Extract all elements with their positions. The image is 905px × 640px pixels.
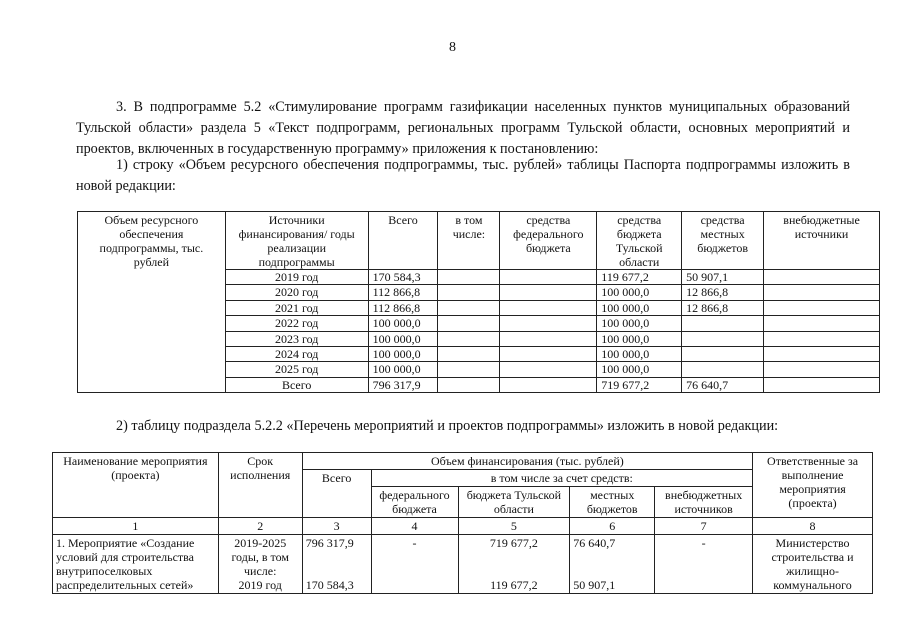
header-including: в том числе за счет средств: [371,470,753,487]
including-cell [438,316,500,331]
total-2019: 170 584,3 [305,578,354,592]
activity-name-cell: 1. Мероприятие «Создание условий для строительства внутрипоселковых распределительных сетей» [53,535,219,594]
regional-cell: 100 000,0 [597,316,682,331]
extrabudget-cell: - [655,535,753,594]
item-3-2-paragraph: 2) таблицу подраздела 5.2.2 «Перечень мероприятий и проектов подпрограммы» изложить в новой редакции: [116,418,779,434]
column-number: 5 [458,518,570,535]
regional-cell [458,535,570,594]
regional-all-years: 719 677,2 [489,536,538,550]
resource-table-header [78,212,880,270]
term-range: 2019-2025 годы, в том числе: [231,536,289,578]
total-cell: 170 584,3 [368,270,438,285]
header-federal: федерального бюджета [371,487,458,518]
column-number: 3 [302,518,371,535]
local-all-years: 76 640,7 [573,536,616,550]
local-cell [682,362,764,377]
regional-cell: 100 000,0 [597,331,682,346]
total-cell: 112 866,8 [368,300,438,315]
year-cell: 2022 год [225,316,368,331]
total-cell: 100 000,0 [368,362,438,377]
extrabudget-cell [764,270,880,285]
federal-cell [500,331,597,346]
including-cell [438,362,500,377]
header-federal: средства федерального бюджета [500,212,597,270]
federal-cell: - [371,535,458,594]
regional-cell: 100 000,0 [597,285,682,300]
regional-cell: 719 677,2 [597,377,682,392]
page-number: 8 [449,40,456,55]
total-cell: 100 000,0 [368,346,438,361]
local-cell [682,346,764,361]
extrabudget-cell [764,300,880,315]
including-cell [438,346,500,361]
responsible-cell: Министерство строительства и жилищно-коммунального [753,535,873,594]
extrabudget-cell [764,285,880,300]
regional-cell: 100 000,0 [597,362,682,377]
term-cell [218,535,302,594]
header-extrabudget: внебюджетных источников [655,487,753,518]
header-term: Срок исполнения [218,453,302,518]
header-regional: средства бюджета Тульской области [597,212,682,270]
resource-table [77,211,880,393]
federal-cell [500,300,597,315]
header-activity-name: Наименование мероприятия (проекта) [53,453,219,518]
local-2019: 50 907,1 [573,578,616,592]
year-cell: 2019 год [225,270,368,285]
total-cell: 100 000,0 [368,331,438,346]
including-cell [438,285,500,300]
regional-cell: 100 000,0 [597,300,682,315]
total-cell: 100 000,0 [368,316,438,331]
header-local: средства местных бюджетов [682,212,764,270]
extrabudget-cell [764,362,880,377]
header-funding: Объем финансирования (тыс. рублей) [302,453,752,470]
federal-cell [500,270,597,285]
column-number: 6 [570,518,655,535]
regional-cell: 100 000,0 [597,346,682,361]
including-cell [438,300,500,315]
extrabudget-cell [764,377,880,392]
federal-cell [500,362,597,377]
table-row [53,535,873,594]
activities-header-row-1 [53,453,873,470]
header-local: местных бюджетов [570,487,655,518]
header-total: Всего [368,212,438,270]
resource-label-cell: Объем ресурсного обеспечения подпрограммы, тыс. рублей [78,212,226,393]
federal-cell [500,316,597,331]
item-3-1-paragraph: 1) строку «Объем ресурсного обеспечения подпрограммы, тыс. рублей» таблицы Паспорта подпрограммы изложить в новой редакции: [76,157,850,194]
year-cell: 2025 год [225,362,368,377]
regional-cell: 119 677,2 [597,270,682,285]
federal-cell [500,346,597,361]
column-numbers-row [53,518,873,535]
term-year: 2019 год [238,578,282,592]
local-cell: 50 907,1 [682,270,764,285]
year-cell: 2023 год [225,331,368,346]
federal-cell [500,377,597,392]
federal-cell [500,285,597,300]
year-cell: 2021 год [225,300,368,315]
column-number: 4 [371,518,458,535]
header-extrabudget: внебюджетные источники [764,212,880,270]
column-number: 1 [53,518,219,535]
local-cell [570,535,655,594]
including-cell [438,377,500,392]
local-cell: 76 640,7 [682,377,764,392]
regional-2019: 119 677,2 [490,578,538,592]
header-regional: бюджета Тульской области [458,487,570,518]
including-cell [438,331,500,346]
total-cell: 112 866,8 [368,285,438,300]
column-number: 2 [218,518,302,535]
header-total: Всего [302,470,371,518]
header-responsible: Ответственные за выполнение мероприятия (проекта) [753,453,873,518]
including-cell [438,270,500,285]
local-cell: 12 866,8 [682,285,764,300]
item-3-paragraph: 3. В подпрограмме 5.2 «Стимулирование программ газификации населенных пунктов муниципальных образований Тульской области» раздела 5 «Текст подпрограмм, региональных программ Тульской области, основных мероприятий и проектов, включенных в государственную программу» приложения к постановлению: [76,99,850,157]
local-cell: 12 866,8 [682,300,764,315]
total-all-years: 796 317,9 [305,536,354,550]
total-cell [302,535,371,594]
header-sources: Источники финансирования/ годы реализации подпрограммы [225,212,368,270]
column-number: 8 [753,518,873,535]
total-cell: 796 317,9 [368,377,438,392]
extrabudget-cell [764,316,880,331]
column-number: 7 [655,518,753,535]
extrabudget-cell [764,331,880,346]
extrabudget-cell [764,346,880,361]
activities-table [52,452,873,594]
year-cell: 2020 год [225,285,368,300]
year-cell: Всего [225,377,368,392]
local-cell [682,331,764,346]
year-cell: 2024 год [225,346,368,361]
header-including: в том числе: [438,212,500,270]
local-cell [682,316,764,331]
